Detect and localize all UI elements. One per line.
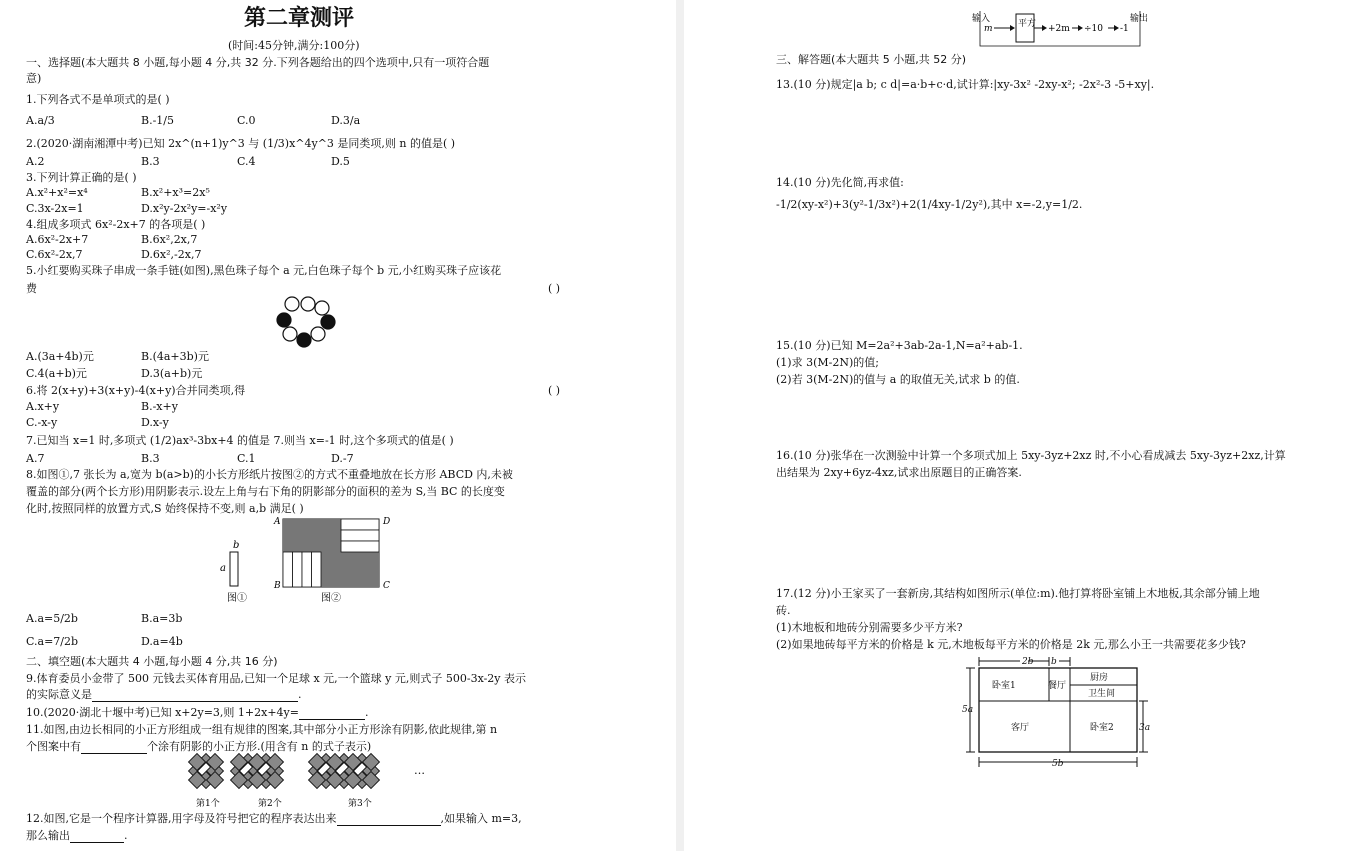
black-bead <box>297 333 311 347</box>
q2-option-d: D.5 <box>331 155 350 168</box>
black-bead <box>321 315 335 329</box>
q4-option-a: A.6x²-2x+7 <box>26 233 89 246</box>
q4-option-c: C.6x²-2x,7 <box>26 248 83 261</box>
q7-option-b: B.3 <box>141 452 160 465</box>
dim-b: b <box>1051 657 1057 667</box>
q1-option-c: C.0 <box>237 114 256 127</box>
q11-stem-cont: 个图案中有 个涂有阴影的小正方形.(用含有 n 的式子表示) <box>26 740 372 753</box>
q2-option-c: C.4 <box>237 155 256 168</box>
white-bead <box>301 297 315 311</box>
q15-part2: (2)若 3(M-2N)的值与 a 的取值无关,试求 b 的值. <box>776 373 1020 386</box>
q10-stem: 10.(2020·湖北十堰中考)已知 x+2y=3,则 1+2x+4y= . <box>26 706 369 719</box>
fig1-label-b: b <box>233 540 240 551</box>
q5-stem-cont: 费 <box>26 282 37 295</box>
q14-stem: 14.(10 分)先化简,再求值: <box>776 176 904 189</box>
q16-stem-cont: 出结果为 2xy+6yz-4xz,试求出原题目的正确答案. <box>776 466 1022 479</box>
corner-b: B <box>274 581 281 591</box>
q1-option-b: B.-1/5 <box>141 114 174 127</box>
q8-figures <box>215 515 395 607</box>
bracelet-figure <box>270 292 338 350</box>
fig2-caption: 图② <box>321 593 341 604</box>
q5-option-a: A.(3a+4b)元 <box>26 350 94 363</box>
q17-stem-cont: 砖. <box>776 604 791 617</box>
q1-option-a: A.a/3 <box>26 114 55 127</box>
q7-option-d: D.-7 <box>331 452 354 465</box>
q5-option-d: D.3(a+b)元 <box>141 367 203 380</box>
q13-stem: 13.(10 分)规定|a b; c d|=a·b+c·d,试计算:|xy-3x² -2xy-x²; -2x²-3 -5+xy|. <box>776 78 1155 91</box>
white-bead <box>315 301 329 315</box>
white-bead <box>283 327 297 341</box>
flow-op-add: +2m <box>1048 24 1070 34</box>
q9-stem: 9.体育委员小金带了 500 元钱去买体育用品,已知一个足球 x 元,一个篮球 y 元,则式子 500-3x-2y 表示 <box>26 672 527 685</box>
pattern-1-caption: 第1个 <box>196 799 220 809</box>
room-bedroom1: 卧室1 <box>992 681 1016 691</box>
fig1-caption: 图① <box>227 593 247 604</box>
fig1-label-a: a <box>220 563 226 574</box>
flow-input-label: 输入 <box>972 14 991 24</box>
q7-option-a: A.7 <box>26 452 45 465</box>
pattern-ellipsis: … <box>414 764 425 777</box>
q7-stem: 7.已知当 x=1 时,多项式 (1/2)ax³-3bx+4 的值是 7.则当 x=-1 时,这个多项式的值是( ) <box>26 434 454 447</box>
q2-option-b: B.3 <box>141 155 160 168</box>
q12-stem: 12.如图,它是一个程序计算器,用字母及符号把它的程序表达出来 ,如果输入 m=3, <box>26 812 522 825</box>
q4-stem: 4.组成多项式 6x²-2x+7 的各项是( ) <box>26 218 206 231</box>
flow-op-divide: ÷10 <box>1084 24 1103 34</box>
q15-stem: 15.(10 分)已知 M=2a²+3ab-2a-1,N=a²+ab-1. <box>776 339 1023 352</box>
q3-option-c: C.3x-2x=1 <box>26 202 84 215</box>
white-bead <box>311 327 325 341</box>
q3-option-a: A.x²+x²=x⁴ <box>26 186 88 199</box>
dim-5a: 5a <box>962 705 974 715</box>
flow-square-label: 平方 <box>1018 19 1037 29</box>
right-page <box>684 0 1348 851</box>
floor-plan-figure <box>962 654 1152 770</box>
q9-stem-cont: 的实际意义是 . <box>26 688 302 701</box>
q1-option-d: D.3/a <box>331 114 361 127</box>
q6-option-c: C.-x-y <box>26 416 58 429</box>
q8-stem-cont1: 覆盖的部分(两个长方形)用阴影表示.设左上角与右下角的阴影部分的面积的差为 S,当 BC 的长度变 <box>26 485 505 498</box>
page-title: 第二章测评 <box>244 6 355 31</box>
section3-heading: 三、解答题(本大题共 5 小题,共 52 分) <box>776 53 967 66</box>
q8-option-d: D.a=4b <box>141 635 183 648</box>
q12-stem-cont: 那么输出 . <box>26 829 128 842</box>
pattern-2 <box>231 754 284 789</box>
q10-answer-blank[interactable] <box>299 707 365 720</box>
q3-option-d: D.x²y-2x²y=-x²y <box>141 202 228 215</box>
q8-option-a: A.a=5/2b <box>26 612 78 625</box>
flow-var-m: m <box>984 24 993 34</box>
q16-stem: 16.(10 分)张华在一次测验中计算一个多项式加上 5xy-3yz+2xz 时,不小心看成减去 5xy-3yz+2xz,计算 <box>776 449 1286 462</box>
q11-pattern-figure <box>186 752 436 810</box>
room-kitchen: 厨房 <box>1090 673 1109 683</box>
q2-stem: 2.(2020·湖南湘潭中考)已知 2x^(n+1)y^3 与 (1/3)x^4y^3 是同类项,则 n 的值是( ) <box>26 137 456 150</box>
q17-stem: 17.(12 分)小王家买了一套新房,其结构如图所示(单位:m).他打算将卧室铺上木地板,其余部分铺上地 <box>776 587 1260 600</box>
q8-option-c: C.a=7/2b <box>26 635 79 648</box>
q6-option-a: A.x+y <box>26 400 60 413</box>
q5-option-c: C.4(a+b)元 <box>26 367 87 380</box>
page-gutter <box>676 0 684 851</box>
dim-2b: 2b <box>1022 657 1034 667</box>
room-living: 客厅 <box>1011 723 1030 733</box>
section1-heading-cont: 意) <box>26 72 42 85</box>
dim-3a: 3a <box>1139 723 1151 733</box>
corner-c: C <box>383 581 390 591</box>
q5-stem: 5.小红要购买珠子串成一条手链(如图),黑色珠子每个 a 元,白色珠子每个 b 元,小红购买珠子应该花 <box>26 264 502 277</box>
section2-heading: 二、填空题(本大题共 4 小题,每小题 4 分,共 16 分) <box>26 655 278 668</box>
section1-heading: 一、选择题(本大题共 8 小题,每小题 4 分,共 32 分.下列各题给出的四个选项中,只有一项符合题 <box>26 56 490 69</box>
flow-output-label: 输出 <box>1130 14 1149 24</box>
q2-option-a: A.2 <box>26 155 45 168</box>
q3-option-b: B.x²+x³=2x⁵ <box>141 186 210 199</box>
q4-option-b: B.6x²,2x,7 <box>141 233 198 246</box>
q5-option-b: B.(4a+3b)元 <box>141 350 209 363</box>
q5-answer-paren: ( ) <box>548 282 561 295</box>
small-rectangle <box>230 552 238 586</box>
pattern-2-caption: 第2个 <box>258 799 282 809</box>
q8-option-b: B.a=3b <box>141 612 183 625</box>
room-dining: 餐厅 <box>1048 681 1067 691</box>
flow-op-subtract: -1 <box>1120 24 1129 34</box>
room-bedroom2: 卧室2 <box>1090 723 1114 733</box>
pattern-3-caption: 第3个 <box>348 799 372 809</box>
q6-answer-paren: ( ) <box>548 384 561 397</box>
corner-a: A <box>274 517 281 527</box>
shaded-bottom-right <box>321 552 379 587</box>
q8-stem: 8.如图①,7 张长为 a,宽为 b(a>b)的小长方形纸片按图②的方式不重叠地放在长方形 ABCD 内,未被 <box>26 468 513 481</box>
q15-part1: (1)求 3(M-2N)的值; <box>776 356 879 369</box>
program-flowchart <box>970 8 1150 50</box>
q6-option-b: B.-x+y <box>141 400 178 413</box>
q9-answer-blank[interactable] <box>92 689 298 702</box>
q6-option-d: D.x-y <box>141 416 169 429</box>
q8-stem-cont2: 化时,按照同样的放置方式,S 始终保持不变,则 a,b 满足( ) <box>26 502 304 515</box>
q12-expression-blank[interactable] <box>337 813 441 826</box>
q3-stem: 3.下列计算正确的是( ) <box>26 171 137 184</box>
q7-option-c: C.1 <box>237 452 256 465</box>
q12-output-blank[interactable] <box>70 830 124 843</box>
q17-part1: (1)木地板和地砖分别需要多少平方米? <box>776 621 963 634</box>
exam-subtitle: (时间:45分钟,满分:100分) <box>228 39 360 52</box>
pattern-3 <box>309 754 380 789</box>
q14-expression: -1/2(xy-x²)+3(y²-1/3x²)+2(1/4xy-1/2y²),其中 x=-2,y=1/2. <box>776 198 1083 211</box>
q11-stem: 11.如图,由边长相同的小正方形组成一组有规律的图案,其中部分小正方形涂有阴影,依此规律,第 n <box>26 723 498 736</box>
pattern-1 <box>189 754 224 789</box>
white-bead <box>285 297 299 311</box>
q1-stem: 1.下列各式不是单项式的是( ) <box>26 93 170 106</box>
q6-stem: 6.将 2(x+y)+3(x+y)-4(x+y)合并同类项,得 <box>26 384 246 397</box>
corner-d: D <box>383 517 391 527</box>
q11-answer-blank[interactable] <box>81 741 147 754</box>
q4-option-d: D.6x²,-2x,7 <box>141 248 202 261</box>
dim-5b: 5b <box>1052 759 1064 769</box>
q17-part2: (2)如果地砖每平方米的价格是 k 元,木地板每平方米的价格是 2k 元,那么小王一共需要花多少钱? <box>776 638 1246 651</box>
room-bathroom: 卫生间 <box>1088 689 1116 699</box>
shaded-top-left <box>283 519 341 552</box>
black-bead <box>277 313 291 327</box>
